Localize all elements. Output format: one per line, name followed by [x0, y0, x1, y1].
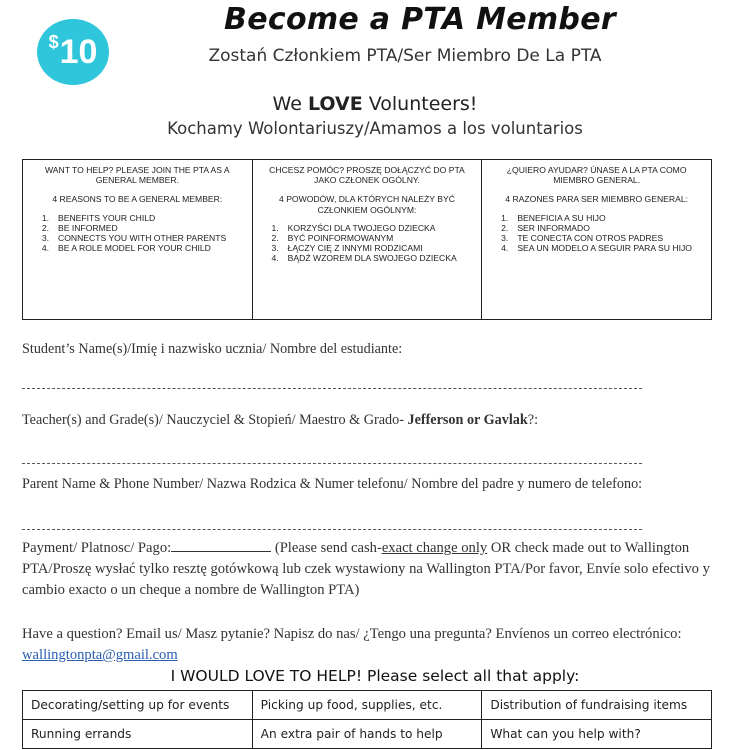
price-value: 10 — [59, 32, 98, 71]
column-heading: CHCESZ POMÓC? PROSZĘ DOŁĄCZYĆ DO PTA JAKO CZŁONEK OGÓLNY. — [269, 165, 465, 186]
reasons-column-polish — [252, 160, 482, 320]
reasons-list — [29, 213, 246, 254]
payment-paragraph: Payment/ Platnosc/ Pago: (Please send cash-exact change only OR check made out to Wallington PTA/Proszę wysłać tylko resztę gotówkową lub czek wystawiony na Wallington PTA/Por favor, Envíe solo efectivo y cambio exacto o un cheque a nombre de Wallington PTA) — [22, 540, 710, 598]
list-item: 3. CONNECTS YOU WITH OTHER PARENTS — [41, 233, 227, 244]
list-item: 4. BĄDŹ WZOREM DLA SWOJEGO DZIECKA — [271, 253, 457, 264]
reasons-list — [259, 223, 476, 264]
list-item: 4. SEA UN MODELO A SEGUIR PARA SU HIJO — [501, 243, 692, 254]
reasons-column-english — [23, 160, 253, 320]
teacher-grade-label: Teacher(s) and Grade(s)/ Nauczyciel & Stopień/ Maestro & Grado- Jefferson or Gavlak?: — [22, 412, 539, 428]
column-heading: WANT TO HELP? PLEASE JOIN THE PTA AS A GENERAL MEMBER. — [44, 165, 230, 186]
payment-field[interactable] — [171, 539, 271, 552]
email-link[interactable]: wallingtonpta@gmail.com — [22, 647, 178, 663]
reasons-column-spanish — [482, 160, 712, 320]
help-option[interactable]: Running errands — [23, 720, 253, 749]
list-item: 1. BENEFICIA A SU HIJO — [501, 212, 606, 223]
teacher-grade-field[interactable] — [22, 463, 642, 464]
reasons-label: 4 RAZONES PARA SER MIEMBRO GENERAL: — [505, 194, 689, 205]
list-item: 4. BE A ROLE MODEL FOR YOUR CHILD — [41, 243, 211, 254]
payment-label: Payment/ Platnosc/ Pago: — [22, 540, 172, 556]
love-prefix: We — [272, 93, 308, 115]
reasons-label: 4 REASONS TO BE A GENERAL MEMBER: — [52, 194, 223, 205]
list-item: 3. TE CONECTA CON OTROS PADRES — [501, 233, 664, 244]
list-item: 2. BE INFORMED — [41, 222, 118, 233]
help-option[interactable]: Decorating/setting up for events — [23, 691, 253, 720]
volunteers-heading — [0, 93, 750, 115]
reasons-label: 4 POWODÓW, DLA KTÓRYCH NALEŻY BYĆ CZŁONKIEM OGÓLNYM: — [279, 194, 455, 215]
list-item: 3. ŁĄCZY CIĘ Z INNYMI RODZICAMI — [271, 243, 423, 254]
list-item: 2. BYĆ POINFORMOWANYM — [271, 233, 394, 244]
list-item: 1. BENEFITS YOUR CHILD — [41, 212, 156, 223]
column-heading: ¿QUIERO AYUDAR? ÚNASE A LA PTA COMO MIEMBRO GENERAL. — [506, 165, 687, 186]
help-options-table — [22, 690, 712, 749]
help-heading: I WOULD LOVE TO HELP! Please select all that apply: — [170, 667, 580, 685]
list-item: 2. SER INFORMADO — [501, 222, 590, 233]
volunteers-subheading: Kochamy Wolontariuszy/Amamos a los voluntarios — [167, 119, 583, 138]
parent-info-label: Parent Name & Phone Number/ Nazwa Rodzica & Numer telefonu/ Nombre del padre y numero de telefono: — [22, 476, 643, 492]
list-item: 1. KORZYŚCI DLA TWOJEGO DZIECKA — [271, 222, 436, 233]
love-suffix: Volunteers! — [362, 93, 478, 115]
price-badge — [37, 19, 109, 85]
page-subtitle: Zostań Członkiem PTA/Ser Miembro De La PTA — [208, 46, 602, 66]
help-option[interactable]: An extra pair of hands to help — [252, 720, 482, 749]
student-name-field[interactable] — [22, 388, 642, 389]
page-title: Become a PTA Member — [224, 2, 616, 37]
help-option[interactable]: Picking up food, supplies, etc. — [252, 691, 482, 720]
parent-info-field[interactable] — [22, 529, 642, 530]
reasons-list — [488, 213, 705, 254]
help-option[interactable]: What can you help with? — [482, 720, 712, 749]
help-option[interactable]: Distribution of fundraising items — [482, 691, 712, 720]
question-paragraph: Have a question? Email us/ Masz pytanie? Napisz do nas/ ¿Tengo una pregunta? Envíenos un correo electrónico: wallingtonpta@gmail.com — [22, 626, 682, 663]
price-currency: $ — [48, 31, 59, 52]
student-name-label: Student’s Name(s)/Imię i nazwisko ucznia/ Nombre del estudiante: — [22, 341, 403, 357]
reasons-table — [22, 159, 712, 320]
love-bold: LOVE — [307, 93, 363, 115]
